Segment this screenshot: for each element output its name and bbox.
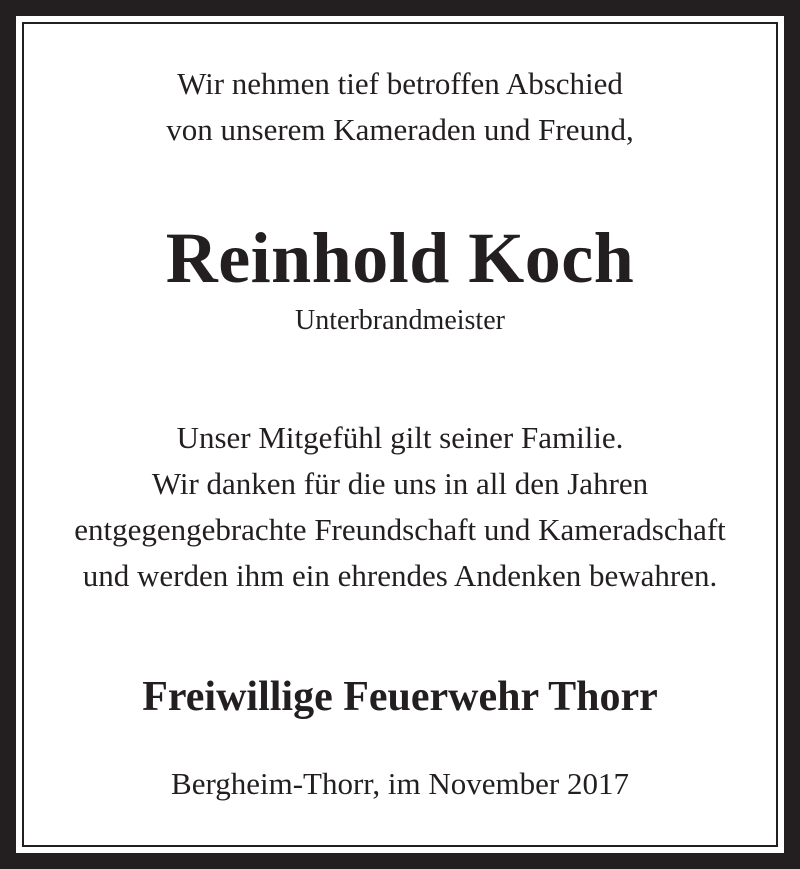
deceased-name: Reinhold Koch (165, 218, 635, 298)
message-line-1: Unser Mitgefühl gilt seiner Familie. (176, 420, 624, 455)
message-line-3: entgegengebrachte Freundschaft und Kameradschaft (74, 512, 726, 547)
obituary-card (16, 16, 784, 853)
intro-line-1: Wir nehmen tief betroffen Abschied (177, 66, 623, 101)
organization-name: Freiwillige Feuerwehr Thorr (142, 674, 658, 720)
message-line-4: und werden ihm ein ehrendes Andenken bewahren. (82, 558, 718, 593)
place-date: Bergheim-Thorr, im November 2017 (171, 766, 629, 801)
message-line-2: Wir danken für die uns in all den Jahren (151, 466, 649, 501)
deceased-rank: Unterbrandmeister (295, 305, 505, 336)
intro-line-2: von unserem Kameraden und Freund, (166, 112, 634, 147)
